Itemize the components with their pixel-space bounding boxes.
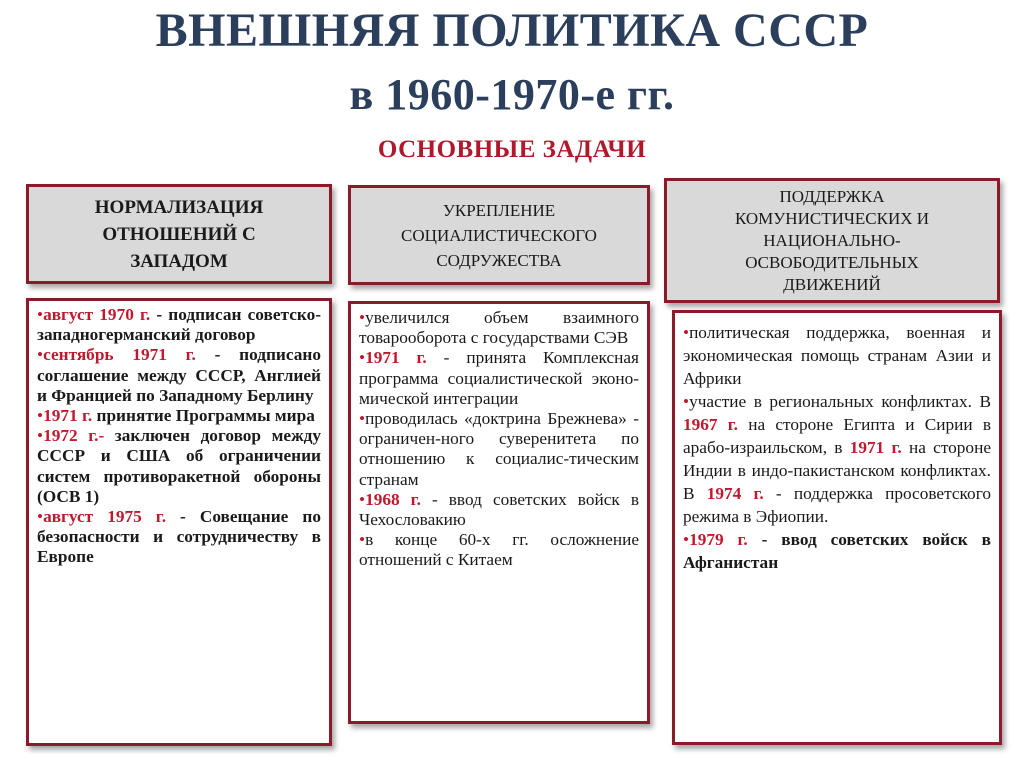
heading-line: СОЦИАЛИСТИЧЕСКОГО (401, 225, 597, 245)
column-heading-west (26, 184, 332, 284)
list-item: •участие в региональных конфликтах. В 1967 г. на стороне Египта и Сирии в арабо-израильском, в 1971 г. на стороне Индии в индо-пакистанском конфликтах. В 1974 г. - поддержка просоветского режима в Эфиопии. (683, 392, 991, 526)
column-heading-liberation (664, 178, 1000, 303)
section-heading: ОСНОВНЫЕ ЗАДАЧИ (377, 136, 647, 163)
list-item: •политическая поддержка, военная и экономическая помощь странам Азии и Африки (683, 323, 991, 388)
list-item: •1971 г. принятие Программы мира (37, 406, 315, 426)
heading-line: НОРМАЛИЗАЦИЯ (94, 196, 264, 218)
list-item: •1979 г. - ввод советских войск в Афганистан (683, 530, 991, 572)
heading-line: НАЦИОНАЛЬНО- (763, 230, 901, 250)
heading-line: УКРЕПЛЕНИЕ (442, 200, 556, 220)
column-heading-socialist (348, 185, 650, 285)
list-item: •проводилась «доктрина Брежнева» - ограничен-ного суверенитета по отношению к социалис-тическим странам (359, 409, 639, 489)
heading-line: КОМУНИСТИЧЕСКИХ И (734, 208, 930, 228)
list-item: •увеличился объем взаимного товарооборота с государствами СЭВ (359, 308, 639, 348)
list-item: •август 1970 г. - подписан советско-западногерманский договор (37, 305, 322, 345)
column-content-liberation (672, 310, 1002, 745)
heading-line: ОСВОБОДИТЕЛЬНЫХ (745, 252, 919, 272)
list-item: •1972 г.- заключен договор между СССР и США об ограничении систем противоракетной обороны (ОСВ 1) (37, 426, 321, 506)
list-item: •август 1975 г. - Совещание по безопасности и сотрудничеству в Европе (37, 507, 321, 567)
list-item: •1968 г. - ввод советских войск в Чехословакию (359, 489, 639, 530)
list-item: •в конце 60-х гг. осложнение отношений с Китаем (359, 530, 639, 570)
list-item: •1971 г. - принята Комплексная программа социалистической эконо-мической интеграции (359, 348, 639, 408)
column-content-west (26, 298, 332, 746)
page-subtitle-years: в 1960-1970-е гг. (349, 70, 675, 119)
page-title: ВНЕШНЯЯ ПОЛИТИКА СССР (155, 4, 869, 57)
list-item: •сентябрь 1971 г. - подписано соглашение между СССР, Англией и Францией по Западному Берлину (37, 345, 321, 405)
column-content-socialist (348, 301, 650, 724)
heading-line: СОДРУЖЕСТВА (436, 250, 562, 270)
heading-line: ЗАПАДОМ (130, 250, 228, 272)
heading-line: ДВИЖЕНИЙ (783, 274, 881, 294)
heading-line: ПОДДЕРЖКА (779, 186, 885, 206)
heading-line: ОТНОШЕНИЙ С (102, 223, 256, 245)
